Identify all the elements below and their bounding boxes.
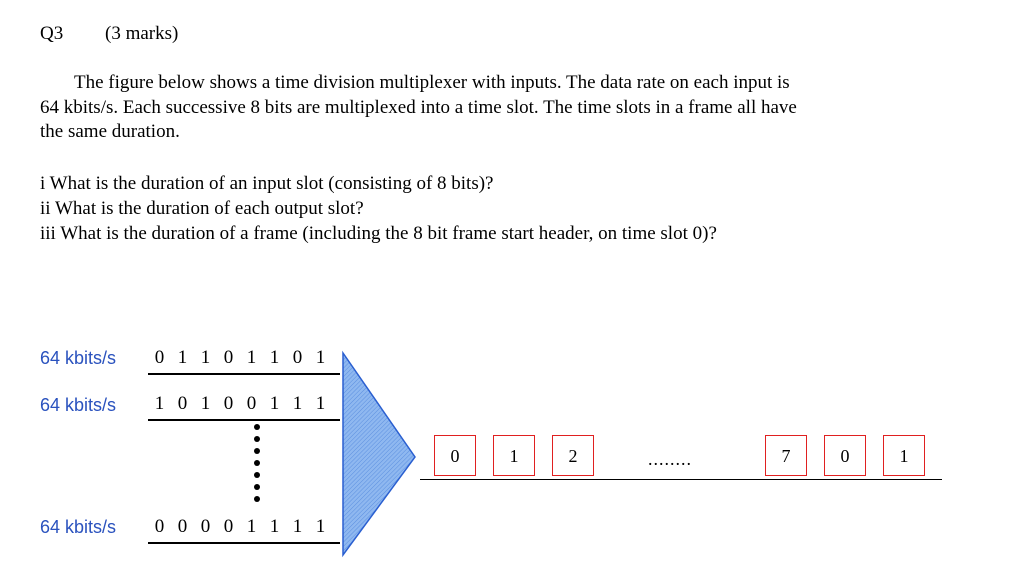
input-1-bit: 0 — [292, 347, 303, 368]
sub-question-ii: ii What is the duration of each output slot? — [40, 198, 364, 219]
vertical-ellipsis-dot — [254, 472, 260, 478]
input-1-rate: 64 kbits/s — [40, 348, 117, 368]
input-1-bit: 1 — [315, 347, 326, 368]
input-n-bit: 0 — [154, 516, 165, 537]
input-2-bit: 1 — [315, 393, 326, 414]
input-1-bit: 0 — [154, 347, 165, 368]
input-2-bit: 1 — [269, 393, 280, 414]
input-2-bit: 0 — [246, 393, 257, 414]
input-n-bits — [148, 516, 332, 538]
input-2-bit: 1 — [292, 393, 303, 414]
input-n-bit: 1 — [315, 516, 326, 537]
input-2-bits — [148, 393, 332, 415]
input-1-bits — [148, 347, 332, 369]
sub-questions — [40, 171, 717, 246]
input-n-bit: 1 — [269, 516, 280, 537]
multiplexer-triangle — [340, 350, 420, 560]
vertical-ellipsis-dot — [254, 460, 260, 466]
sub-question-iii: iii What is the duration of a frame (including the 8 bit frame start header, on time slot 0)? — [40, 223, 717, 244]
input-n-bit: 1 — [246, 516, 257, 537]
vertical-ellipsis-dot — [254, 484, 260, 490]
input-2-bit: 1 — [200, 393, 211, 414]
question-marks: (3 marks) — [105, 23, 179, 44]
input-1-bit: 0 — [223, 347, 234, 368]
intro-line-2: 64 kbits/s. Each successive 8 bits are multiplexed into a time slot. The time slots in a frame all have — [40, 96, 797, 118]
input-1-bit: 1 — [246, 347, 257, 368]
input-n-bit: 1 — [292, 516, 303, 537]
intro-line-1: The figure below shows a time division multiplexer with inputs. The data rate on each input is — [74, 72, 790, 93]
input-2-bit: 0 — [223, 393, 234, 414]
output-ellipsis: ........ — [648, 449, 692, 469]
input-n-bit: 0 — [200, 516, 211, 537]
input-2-bit: 1 — [154, 393, 165, 414]
output-line — [420, 479, 942, 480]
vertical-ellipsis-dot — [254, 448, 260, 454]
question-number: Q3 — [40, 23, 64, 44]
vertical-ellipsis-dot — [254, 424, 260, 430]
sub-question-i: i What is the duration of an input slot (consisting of 8 bits)? — [40, 173, 494, 194]
input-1-bit: 1 — [200, 347, 211, 368]
input-1-bit: 1 — [177, 347, 188, 368]
input-n-line — [148, 542, 340, 544]
output-slot: 1 — [493, 435, 535, 476]
intro-line-3: the same duration. — [40, 121, 180, 142]
intro-paragraph — [40, 71, 940, 145]
vertical-ellipsis-dot — [254, 496, 260, 502]
input-1-line — [148, 373, 340, 375]
input-2-line — [148, 419, 340, 421]
output-slot: 2 — [552, 435, 594, 476]
input-n-bit: 0 — [223, 516, 234, 537]
output-slot: 7 — [765, 435, 807, 476]
vertical-ellipsis-dot — [254, 436, 260, 442]
output-slot: 1 — [883, 435, 925, 476]
output-slot: 0 — [824, 435, 866, 476]
input-n-bit: 0 — [177, 516, 188, 537]
output-slot: 0 — [434, 435, 476, 476]
input-n-rate: 64 kbits/s — [40, 517, 117, 537]
input-2-rate: 64 kbits/s — [40, 395, 117, 415]
input-2-bit: 0 — [177, 393, 188, 414]
input-1-bit: 1 — [269, 347, 280, 368]
